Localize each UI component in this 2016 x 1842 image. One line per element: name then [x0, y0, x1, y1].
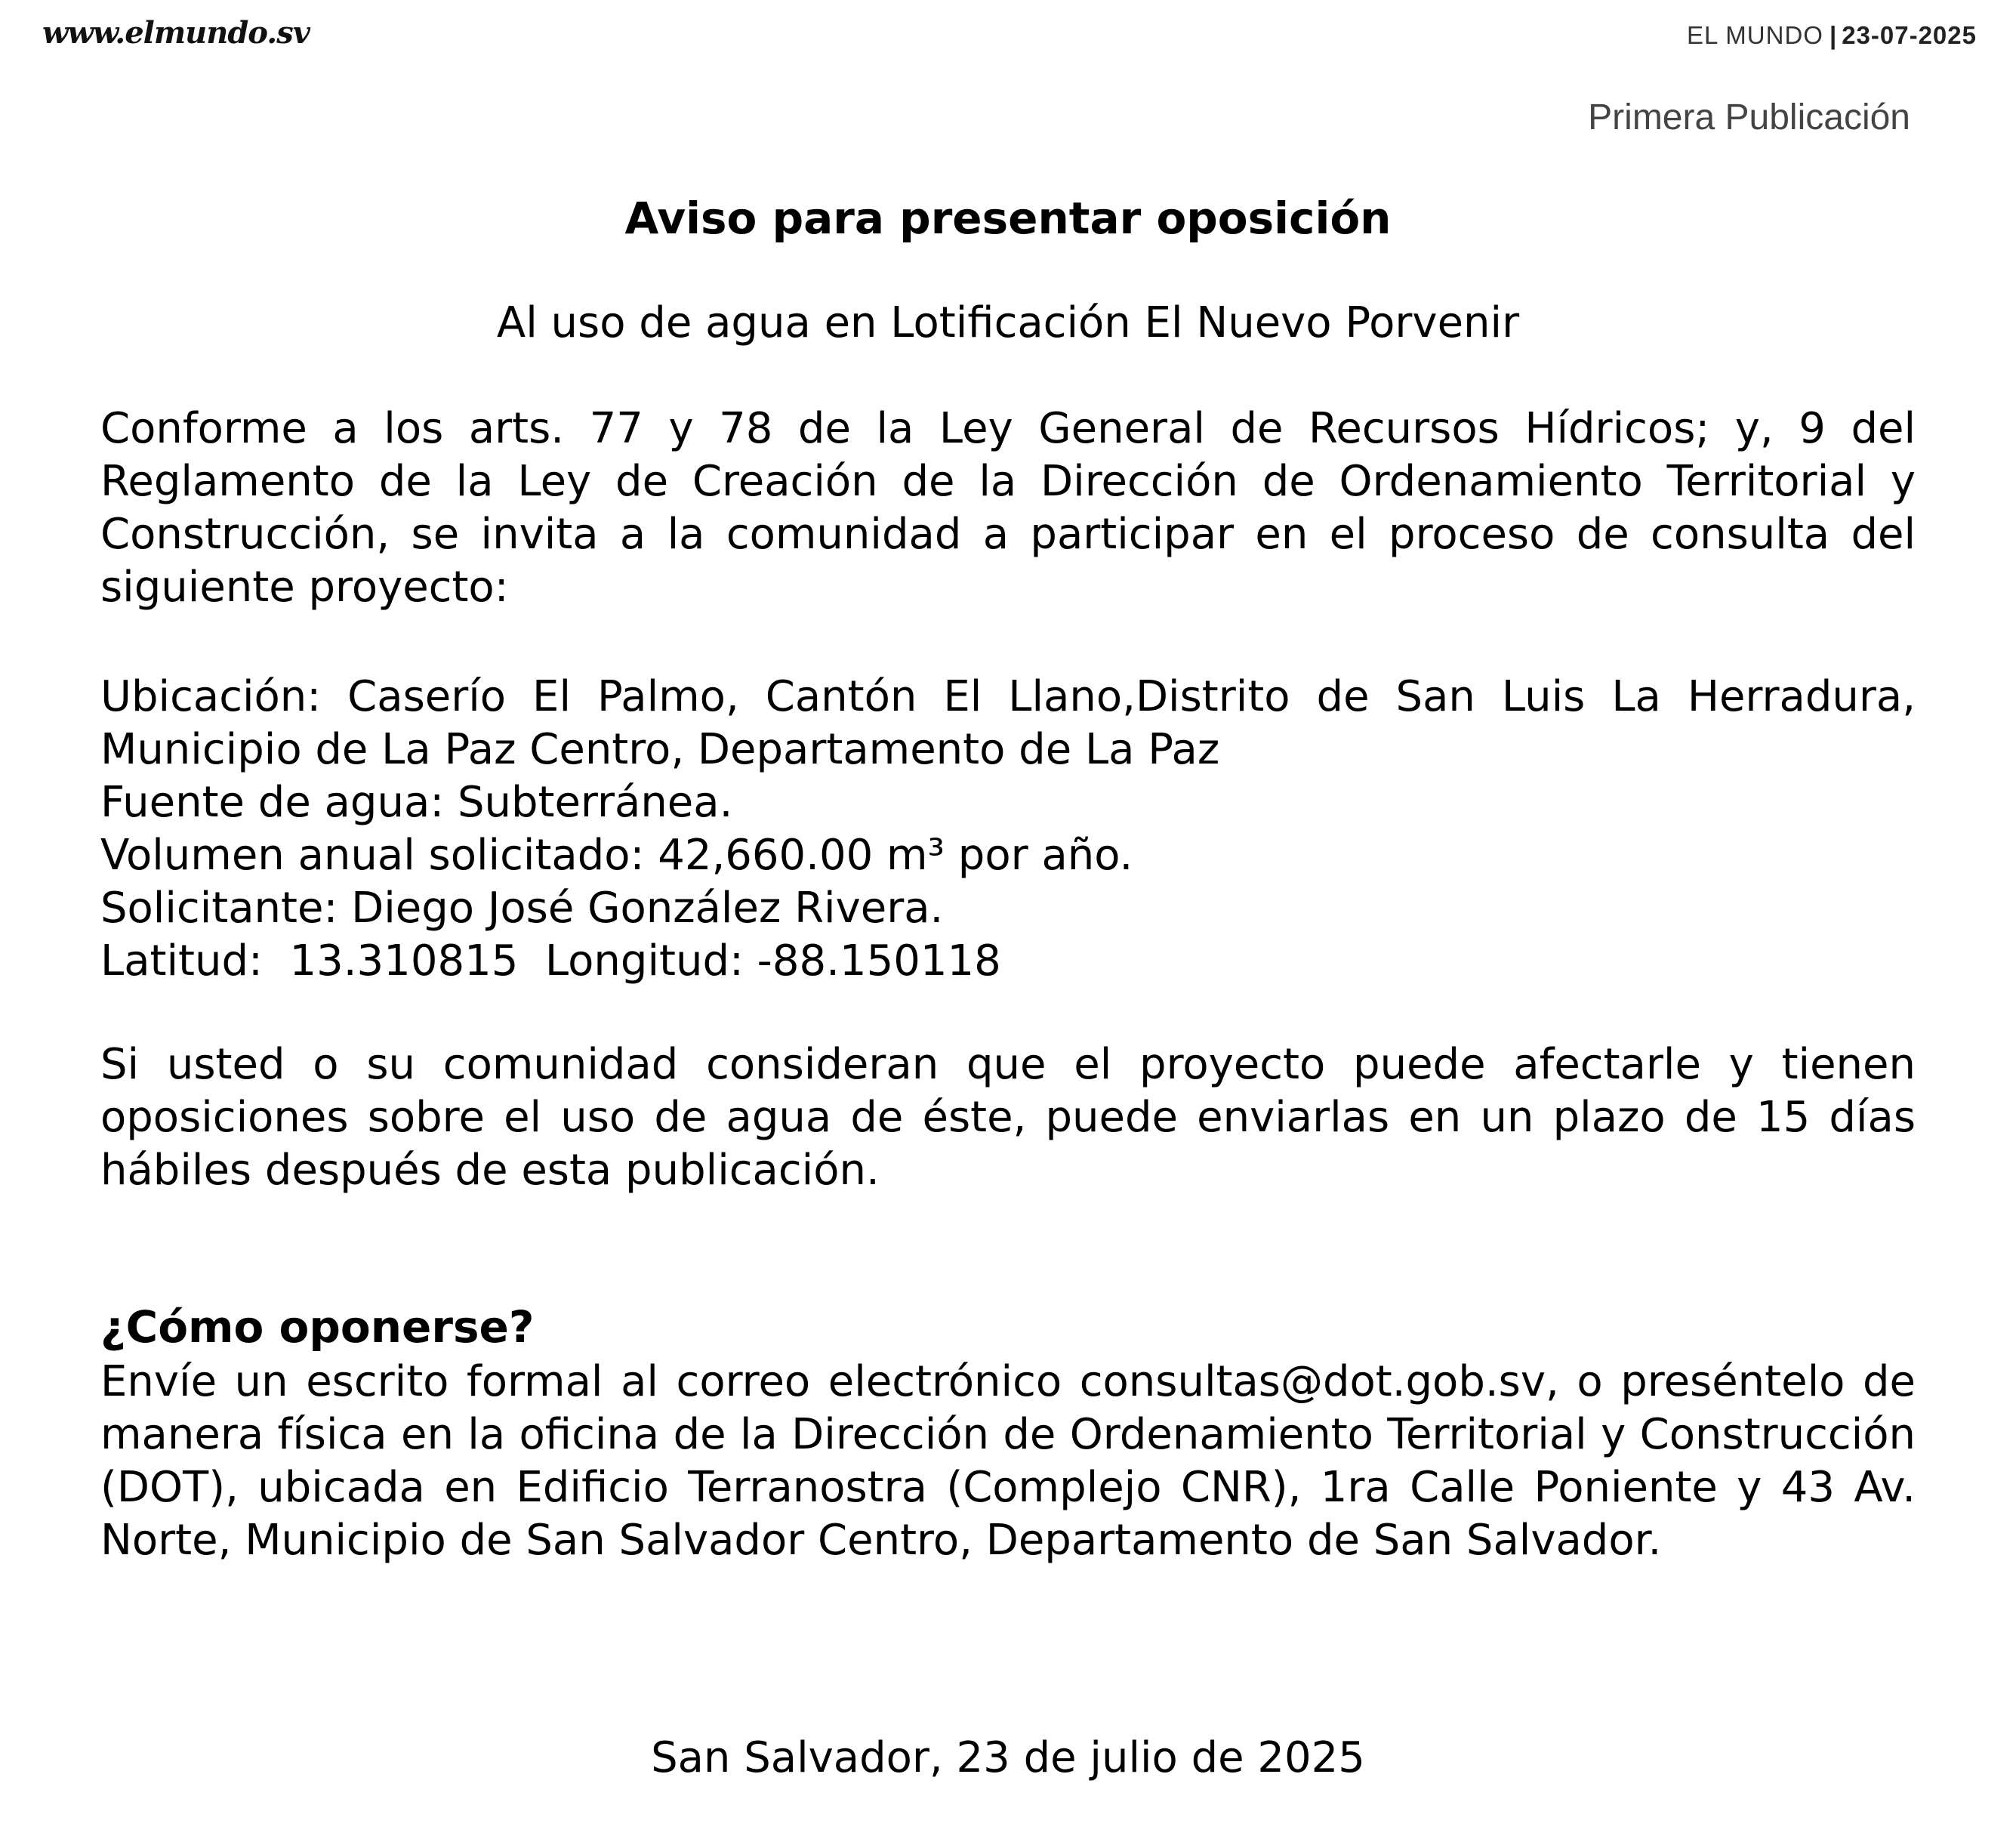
page-header [0, 0, 2016, 76]
notice-subtitle: Al uso de agua en Lotificación El Nuevo Porvenir [496, 298, 1520, 347]
publication-label: Primera Publicación [1588, 97, 1910, 137]
paper-name: EL MUNDO [1686, 21, 1823, 49]
project-details [100, 671, 1916, 988]
publication-date: 23-07-2025 [1842, 21, 1977, 49]
place-and-date: San Salvador, 23 de julio de 2025 [651, 1733, 1365, 1782]
site-url[interactable]: www.elmundo.sv [42, 15, 310, 51]
howto-heading: ¿Cómo oponerse? [100, 1301, 535, 1353]
detail-annual-volume: Volumen anual solicitado: 42,660.00 m³ por año. [100, 831, 1133, 880]
masthead [1687, 21, 1977, 50]
masthead-separator: | [1829, 21, 1838, 49]
detail-coordinates: Latitud: 13.310815 Longitud: -88.150118 [100, 936, 1001, 986]
howto-paragraph: Envíe un escrito formal al correo electrónico consultas@dot.gob.sv, o preséntelo de manera física en la oficina de la Dirección de Ordenamiento Territorial y Construcción (DOT), ubicada en Edificio Terranostra (Complejo CNR), 1ra Calle Poniente y 43 Av. Norte, Municipio de San Salvador Centro, Departamento de San Salvador. [100, 1357, 1916, 1565]
notice-title: Aviso para presentar oposición [624, 193, 1392, 244]
detail-location: Ubicación: Caserío El Palmo, Cantón El Llano,Distrito de San Luis La Herradura, Municipio de La Paz Centro, Departamento de La Paz [100, 672, 1916, 774]
opposition-notice: Si usted o su comunidad consideran que el proyecto puede afectarle y tienen oposiciones sobre el uso de agua de éste, puede enviarlas en un plazo de 15 días hábiles después de esta publicación. [100, 1040, 1916, 1195]
intro-paragraph: Conforme a los arts. 77 y 78 de la Ley General de Recursos Hídricos; y, 9 del Reglamento de la Ley de Creación de la Dirección de Ordenamiento Territorial y Construcción, se invita a la comunidad a participar en el proceso de consulta del siguiente proyecto: [100, 404, 1916, 612]
detail-applicant: Solicitante: Diego José González Rivera. [100, 884, 944, 933]
detail-water-source: Fuente de agua: Subterránea. [100, 778, 733, 827]
